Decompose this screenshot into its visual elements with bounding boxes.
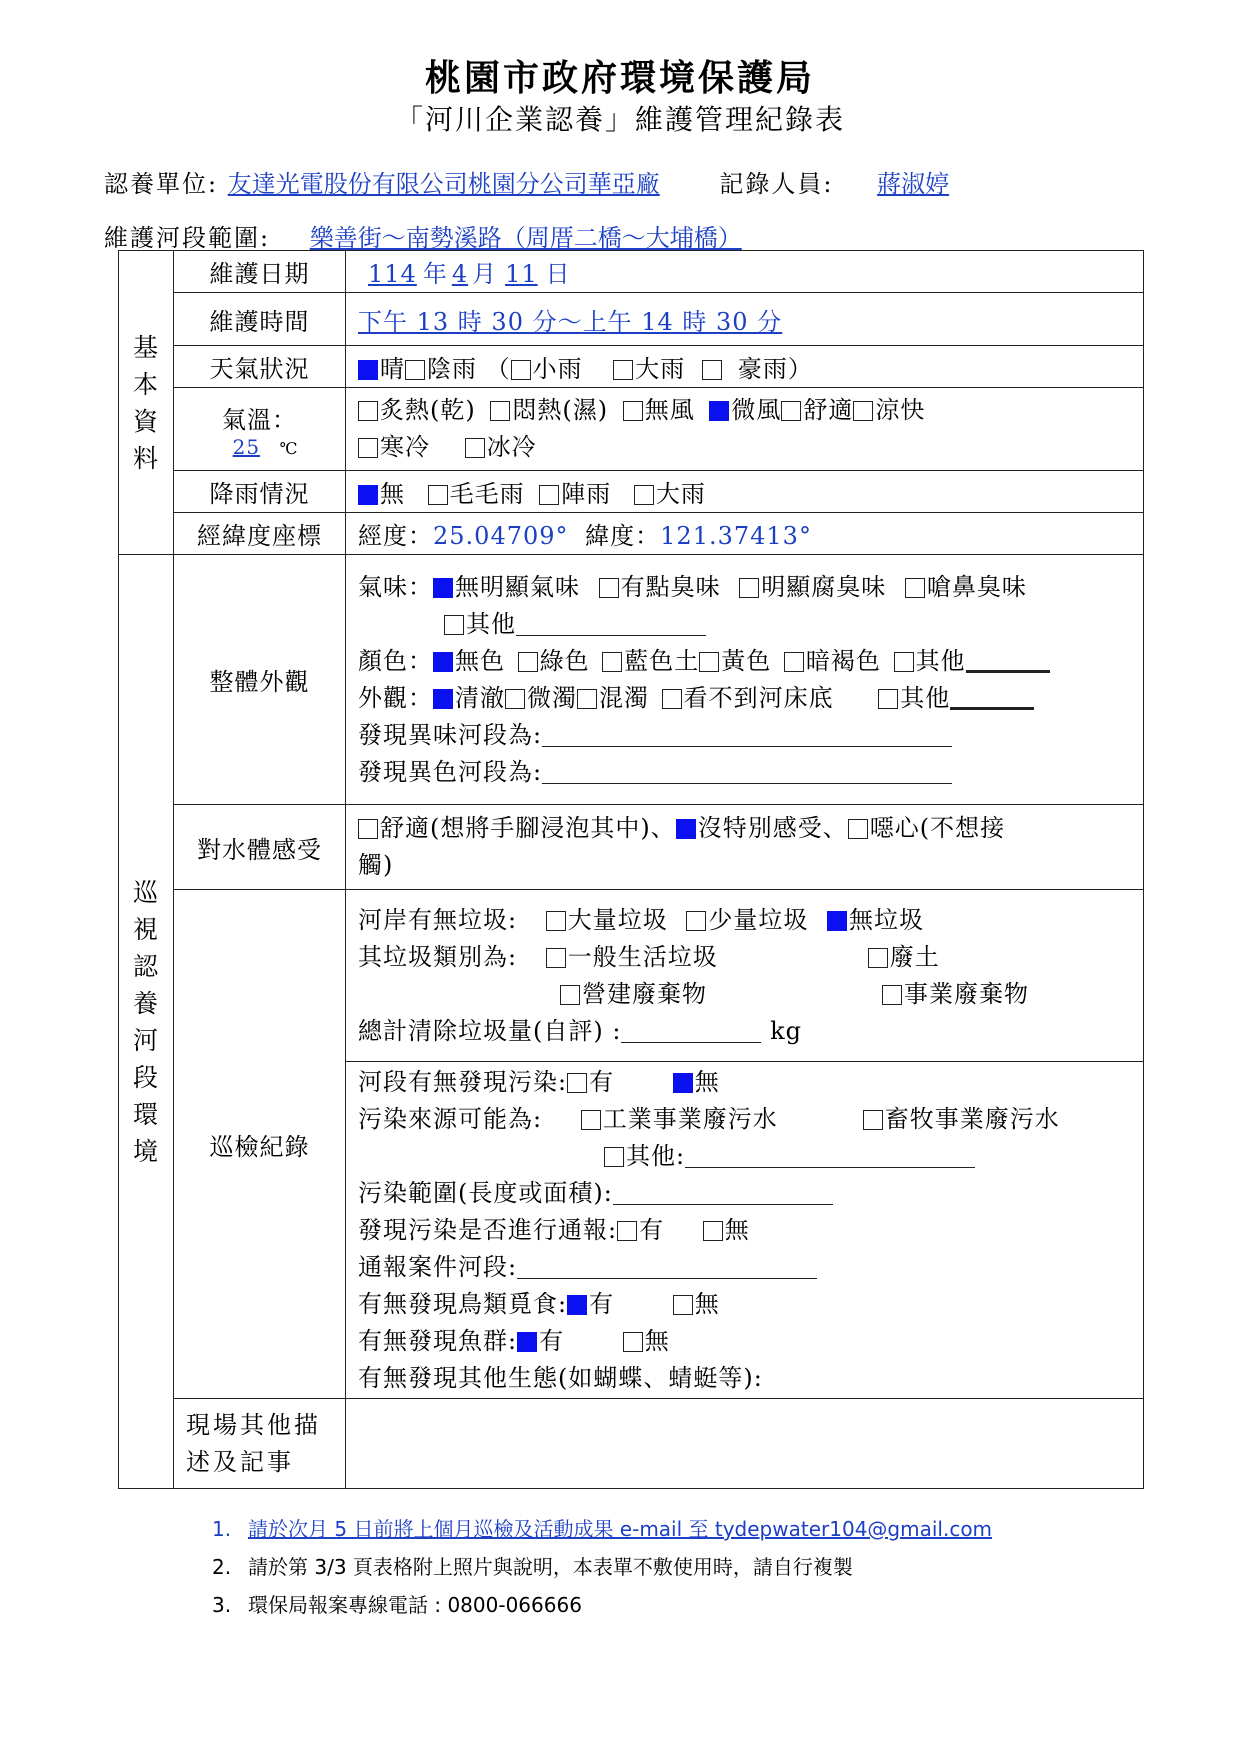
temp-label: 氣溫： [222,405,297,434]
note-1-text[interactable]: 請於次月 5 日前將上個月巡檢及活動成果 e-mail 至 tydepwater104@gmail.com [248,1517,993,1541]
source-livestock-checkbox[interactable] [863,1110,883,1130]
look-label: 外觀： [358,683,433,712]
source-industrial-label: 工業事業廢污水 [602,1104,778,1133]
date-field[interactable] [346,251,1144,293]
rain-none-label: 無 [380,480,405,508]
pollution-yes-label: 有 [589,1067,615,1096]
recorder-field[interactable]: 蔣淑婷 [877,170,950,198]
feel-disgust-label: 噁心(不想接 [869,814,1006,842]
day-unit: 日 [545,260,571,288]
coord-row [119,513,1144,555]
color-label: 顏色： [358,646,433,675]
color-green-checkbox[interactable] [518,652,538,672]
pollution-range-input[interactable] [613,1180,833,1205]
source-other-input[interactable] [685,1143,975,1168]
pollution-label: 河段有無發現污染: [358,1067,568,1096]
report-label: 發現污染是否進行通報: [358,1215,618,1244]
pollution-options [346,1062,1144,1399]
temp-cell [174,388,346,471]
temp-freezing-label: 冰冷 [486,433,537,461]
temp-unit: ℃ [279,438,299,458]
trash-household-checkbox[interactable] [546,948,566,968]
feel-neutral-label: 沒特別感受、 [697,814,848,842]
fish-no-label: 無 [644,1326,670,1355]
fish-yes-checkbox[interactable] [517,1332,537,1352]
patrol-section-label: 巡視認養河段環境 [132,877,159,1166]
time-value[interactable]: 下午 13 時 30 分～上午 14 時 30 分 [358,307,783,336]
weather-options [346,346,1144,388]
trash-construction-checkbox[interactable] [560,985,580,1005]
weather-sunny-label: 晴 [380,355,405,383]
rain-label: 降雨情況 [174,471,346,513]
weather-label: 天氣狀況 [174,346,346,388]
bird-yes-label: 有 [589,1289,615,1318]
feel-comfort-checkbox[interactable] [358,819,378,839]
adopter-label: 認養單位: [104,170,219,198]
form-title: 「河川企業認養」維護管理紀錄表 [394,103,845,136]
temp-comfort-label: 舒適 [803,396,854,424]
basic-section-cell [119,251,174,555]
look-turbid-checkbox[interactable] [577,689,597,709]
appearance-options [346,555,1144,805]
temp-humid-label: 悶熱(濕) [512,396,609,424]
fish-yes-label: 有 [539,1326,565,1355]
temp-options [346,388,1144,471]
trash-label: 河岸有無垃圾: [358,905,518,934]
rain-heavy-checkbox[interactable] [634,485,654,505]
range-field[interactable]: 樂善街～南勢溪路（周厝二橋～大埔橋） [309,224,742,252]
date-day[interactable]: 11 [505,260,538,288]
color-blue-label: 藍色土 [624,646,700,675]
color-section-input[interactable] [542,759,952,784]
smell-none-checkbox[interactable] [433,578,453,598]
adopter-row [104,164,983,199]
date-month[interactable]: 4 [451,260,469,288]
trash-soil-label: 廢土 [889,942,940,971]
trash-soil-checkbox[interactable] [868,948,888,968]
time-row [119,293,1144,346]
trash-none-checkbox[interactable] [827,911,847,931]
smell-other-checkbox[interactable] [444,615,464,635]
feel-label: 對水體感受 [174,805,346,890]
record-label: 巡檢紀錄 [174,890,346,1399]
range-label: 維護河段範圍: [104,224,271,252]
note-3-number: 3. [212,1593,232,1617]
recorder-label: 記錄人員: [719,170,834,198]
trash-lots-checkbox[interactable] [546,911,566,931]
other-desc-row [119,1399,1144,1489]
note-2-number: 2. [212,1555,232,1579]
pollution-range-label: 污染範圍(長度或面積): [358,1178,613,1207]
fish-label: 有無發現魚群: [358,1326,518,1355]
range-row [104,218,780,253]
temp-cold-label: 寒冷 [380,433,430,461]
look-clear-label: 清澈 [455,683,505,712]
other-eco-label: 有無發現其他生態(如蝴蝶、蜻蜓等): [358,1363,763,1392]
other-desc-field[interactable] [346,1399,1144,1489]
weather-heavy-label: 大雨 [635,355,686,383]
trash-options [346,890,1144,1062]
date-label: 維護日期 [174,251,346,293]
lat-label: 緯度： [585,522,661,550]
trash-industrial-checkbox[interactable] [882,985,902,1005]
feel-disgust-label-cont: 觸) [358,851,394,879]
temp-value[interactable]: 25 [232,434,261,459]
smell-other-label: 其他 [466,609,516,638]
feel-options [346,805,1144,890]
month-unit: 月 [472,260,498,288]
report-section-label: 通報案件河段: [358,1252,518,1281]
weather-heavy-checkbox[interactable] [613,360,633,380]
weather-storm-label: 豪雨 [737,355,788,383]
lon-value[interactable]: 25.04709° [433,522,569,550]
report-no-label: 無 [724,1215,750,1244]
temp-cool-checkbox[interactable] [853,401,873,421]
look-nobed-checkbox[interactable] [662,689,682,709]
feel-comfort-label: 舒適(想將手腳浸泡其中)、 [380,814,676,842]
feel-disgust-checkbox[interactable] [848,819,868,839]
rain-options [346,471,1144,513]
paren-close: ） [787,355,813,383]
patrol-section-cell [119,555,174,1489]
look-turbid-label: 混濁 [599,683,649,712]
coord-label: 經緯度座標 [174,513,346,555]
color-none-label: 無色 [455,646,505,675]
bird-label: 有無發現鳥類覓食: [358,1289,568,1318]
fish-no-checkbox[interactable] [623,1332,643,1352]
other-desc-label: 現場其他描述及記事 [174,1399,346,1489]
trash-lots-label: 大量垃圾 [567,905,668,934]
temp-hot-label: 炙熱(乾) [380,396,476,424]
color-other-checkbox[interactable] [894,652,914,672]
time-field[interactable] [346,293,1144,346]
source-industrial-checkbox[interactable] [581,1110,601,1130]
rain-shower-label: 陣雨 [561,480,612,508]
temp-hot-checkbox[interactable] [358,401,378,421]
weather-row [119,346,1144,388]
trash-none-label: 無垃圾 [849,905,925,934]
temp-cool-label: 涼快 [875,396,926,424]
paren-open: （ [485,355,511,383]
date-row [119,251,1144,293]
color-yellow-checkbox[interactable] [699,652,719,672]
temp-cold-checkbox[interactable] [358,438,378,458]
feel-neutral-checkbox[interactable] [676,819,696,839]
rain-heavy-label: 大雨 [655,480,706,508]
smell-other-input[interactable] [516,611,706,636]
note-2-text: 請於第 3/3 頁表格附上照片與說明，本表單不敷使用時，請自行複製 [248,1555,853,1579]
rain-row [119,471,1144,513]
bird-no-checkbox[interactable] [673,1295,693,1315]
smell-rotten-checkbox[interactable] [739,578,759,598]
weather-cloudy-label: 陰雨 [427,355,477,383]
temp-breeze-checkbox[interactable] [709,401,729,421]
pollution-no-checkbox[interactable] [673,1073,693,1093]
color-brown-label: 暗褐色 [805,646,881,675]
smell-rotten-label: 明顯腐臭味 [761,572,887,601]
record-form-table [118,250,1144,1489]
smell-none-label: 無明顯氣味 [455,572,580,601]
coord-field [346,513,1144,555]
adopter-field[interactable]: 友達光電股份有限公司桃園分公司華亞廠 [227,170,660,198]
agency-title: 桃園市政府環境保護局 [424,57,815,99]
trash-household-label: 一般生活垃圾 [567,942,718,971]
trash-little-label: 少量垃圾 [708,905,809,934]
temp-humid-checkbox[interactable] [490,401,510,421]
smell-slight-label: 有點臭味 [620,572,721,601]
color-brown-checkbox[interactable] [784,652,804,672]
weather-sunny-checkbox[interactable] [358,360,378,380]
year-unit: 年 [422,260,448,288]
bird-no-label: 無 [694,1289,720,1318]
source-other-checkbox[interactable] [604,1147,624,1167]
look-other-label: 其他 [900,683,951,712]
bird-yes-checkbox[interactable] [567,1295,587,1315]
pollution-no-label: 無 [694,1067,720,1096]
rain-shower-checkbox[interactable] [539,485,559,505]
smell-label: 氣味： [358,572,433,601]
weather-cloudy-checkbox[interactable] [405,360,425,380]
source-livestock-label: 畜牧事業廢污水 [884,1104,1060,1133]
trash-type-label: 其垃圾類別為: [358,942,518,971]
temp-row [119,388,1144,471]
color-other-label: 其他 [915,646,966,675]
look-slight-label: 微濁 [527,683,577,712]
look-clear-checkbox[interactable] [433,689,453,709]
lon-label: 經度： [358,522,433,550]
color-yellow-label: 黃色 [721,646,772,675]
odor-section-input[interactable] [542,722,952,747]
trash-amount-unit: kg [770,1016,802,1045]
note-1-number: 1. [212,1517,232,1541]
temp-freezing-checkbox[interactable] [465,438,485,458]
weather-light-label: 小雨 [532,355,583,383]
temp-comfort-checkbox[interactable] [781,401,801,421]
look-other-input[interactable] [950,683,1034,710]
temp-breeze-label: 微風 [731,396,782,424]
weather-light-checkbox[interactable] [511,360,531,380]
rain-drizzle-checkbox[interactable] [428,485,448,505]
source-other-label: 其他: [626,1141,686,1170]
lat-value[interactable]: 121.37413° [660,522,812,550]
footnotes [212,1510,992,1624]
note-2 [212,1548,992,1586]
smell-pungent-checkbox[interactable] [905,578,925,598]
color-section-label: 發現異色河段為: [358,757,543,786]
report-no-checkbox[interactable] [703,1221,723,1241]
temp-nowind-checkbox[interactable] [623,401,643,421]
pollution-yes-checkbox[interactable] [567,1073,587,1093]
report-yes-checkbox[interactable] [617,1221,637,1241]
odor-section-label: 發現異味河段為: [358,720,543,749]
note-3-text: 環保局報案專線電話 : 0800-066666 [248,1593,582,1617]
basic-section-label: 基本資料 [132,332,159,473]
look-nobed-label: 看不到河床底 [683,683,834,712]
feel-row [119,805,1144,890]
color-blue-checkbox[interactable] [602,652,622,672]
appearance-label: 整體外觀 [174,555,346,805]
rain-none-checkbox[interactable] [358,485,378,505]
smell-slight-checkbox[interactable] [599,578,619,598]
trash-construction-label: 營建廢棄物 [582,979,707,1008]
color-other-input[interactable] [966,646,1050,673]
report-section-input[interactable] [517,1254,817,1279]
note-3 [212,1586,992,1624]
smell-pungent-label: 嗆鼻臭味 [926,572,1027,601]
report-yes-label: 有 [639,1215,665,1244]
time-label: 維護時間 [174,293,346,346]
note-1 [212,1510,992,1548]
rain-drizzle-label: 毛毛雨 [449,480,525,508]
color-none-checkbox[interactable] [433,652,453,672]
trash-little-checkbox[interactable] [686,911,706,931]
appearance-row [119,555,1144,805]
weather-storm-checkbox[interactable] [702,360,722,380]
temp-nowind-label: 無風 [644,396,695,424]
trash-amount-input[interactable] [621,1018,761,1043]
trash-industrial-label: 事業廢棄物 [904,979,1029,1008]
color-green-label: 綠色 [539,646,590,675]
look-other-checkbox[interactable] [878,689,898,709]
trash-amount-label: 總計清除垃圾量(自評) : [358,1016,622,1045]
date-year[interactable]: 114 [368,260,417,288]
trash-row [119,890,1144,1062]
source-label: 污染來源可能為: [358,1104,543,1133]
look-slight-checkbox[interactable] [505,689,525,709]
